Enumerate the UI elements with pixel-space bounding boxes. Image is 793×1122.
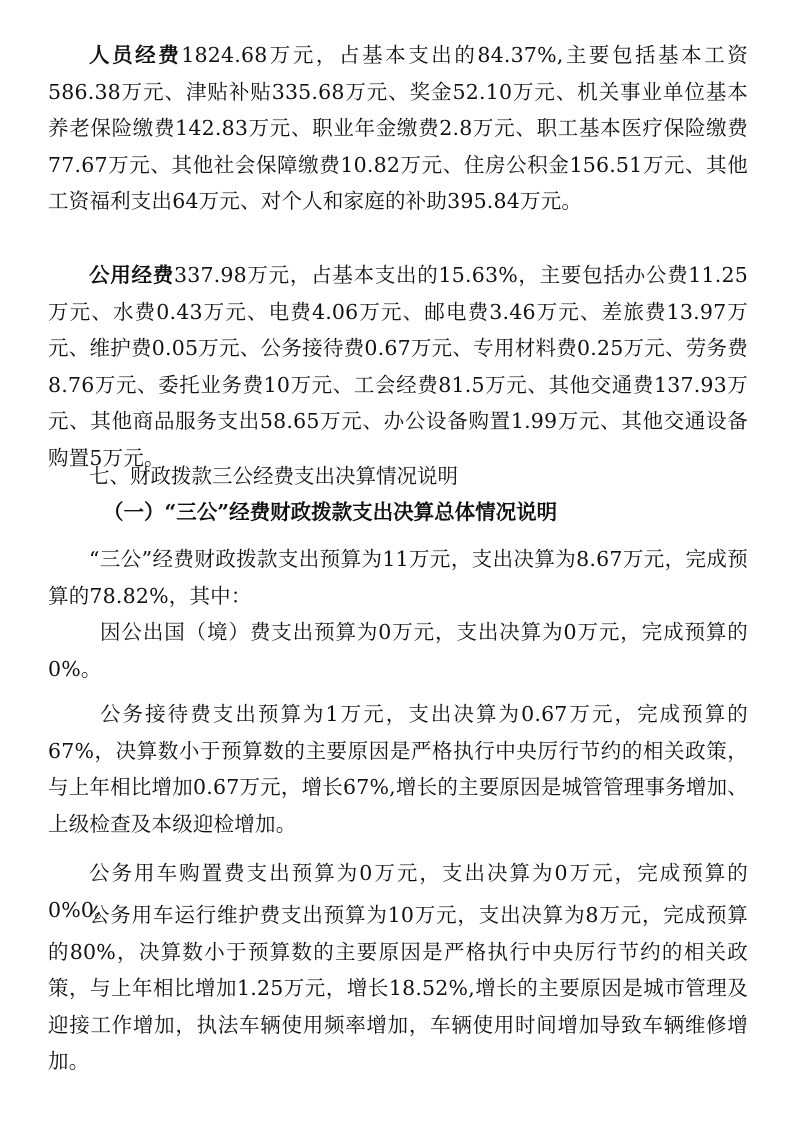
personnel-expense-text: 1824.68万元，占基本支出的84.37%,主要包括基本工资586.38万元、津贴补贴335.68万元、奖金52.10万元、机关事业单位基本养老保险缴费142.83万元、职业年金缴费2.8万元、职工基本医疗保险缴费77.67万元、其他社会保障缴费10.82万元、住房公积金156.51万元、其他工资福利支出64万元、对个人和家庭的补助395.84万元。 — [48, 43, 748, 213]
vehicle-purchase-paragraph: 公务用车购置费支出预算为0万元，支出决算为0万元，完成预算的0%0。 — [48, 861, 748, 922]
public-expense-text: 337.98万元，占基本支出的15.63%，主要包括办公费11.25万元、水费0.43万元、电费4.06万元、邮电费3.46万元、差旅费13.97万元、维护费0.05万元、公务接待费0.67万元、专用材料费0.25万元、劳务费8.76万元、委托业务费10万元、工会经费81.5万元、其他交通费137.93万元、其他商品服务支出58.65万元、办公设备购置1.99万元、其他交通设备购置5万元。 — [48, 263, 748, 470]
three-public-total-paragraph: “三公”经费财政拨款支出预算为11万元，支出决算为8.67万元，完成预算的78.82%，其中： — [48, 547, 748, 608]
vehicle-operation-paragraph: 公务用车运行维护费支出预算为10万元，支出决算为8万元，完成预算的80%，决算数小于预算数的主要原因是严格执行中央厉行节约的相关政策，与上年相比增加1.25万元，增长18.52%,增长的主要原因是城市管理及迎接工作增加，执法车辆使用频率增加，车辆使用时间增加导致车辆维修增加。 — [48, 903, 748, 1073]
section-7-title: 七、财政拨款三公经费支出决算情况说明 — [89, 464, 458, 488]
section-7-subtitle-1: （一）“三公”经费财政拨款支出决算总体情况说明 — [103, 500, 558, 524]
public-expense-paragraph — [48, 257, 748, 476]
personnel-expense-paragraph — [48, 37, 748, 220]
abroad-expense-paragraph: 因公出国（境）费支出预算为0万元，支出决算为0万元，完成预算的0%。 — [48, 620, 748, 681]
reception-expense-paragraph: 公务接待费支出预算为1万元，支出决算为0.67万元，完成预算的67%，决算数小于预算数的主要原因是严格执行中央厉行节约的相关政策，与上年相比增加0.67万元，增长67%,增长的主要原因是城管管理事务增加、上级检查及本级迎检增加。 — [48, 702, 748, 836]
public-expense-label: 公用经费 — [89, 263, 174, 287]
personnel-expense-label: 人员经费 — [89, 43, 182, 67]
